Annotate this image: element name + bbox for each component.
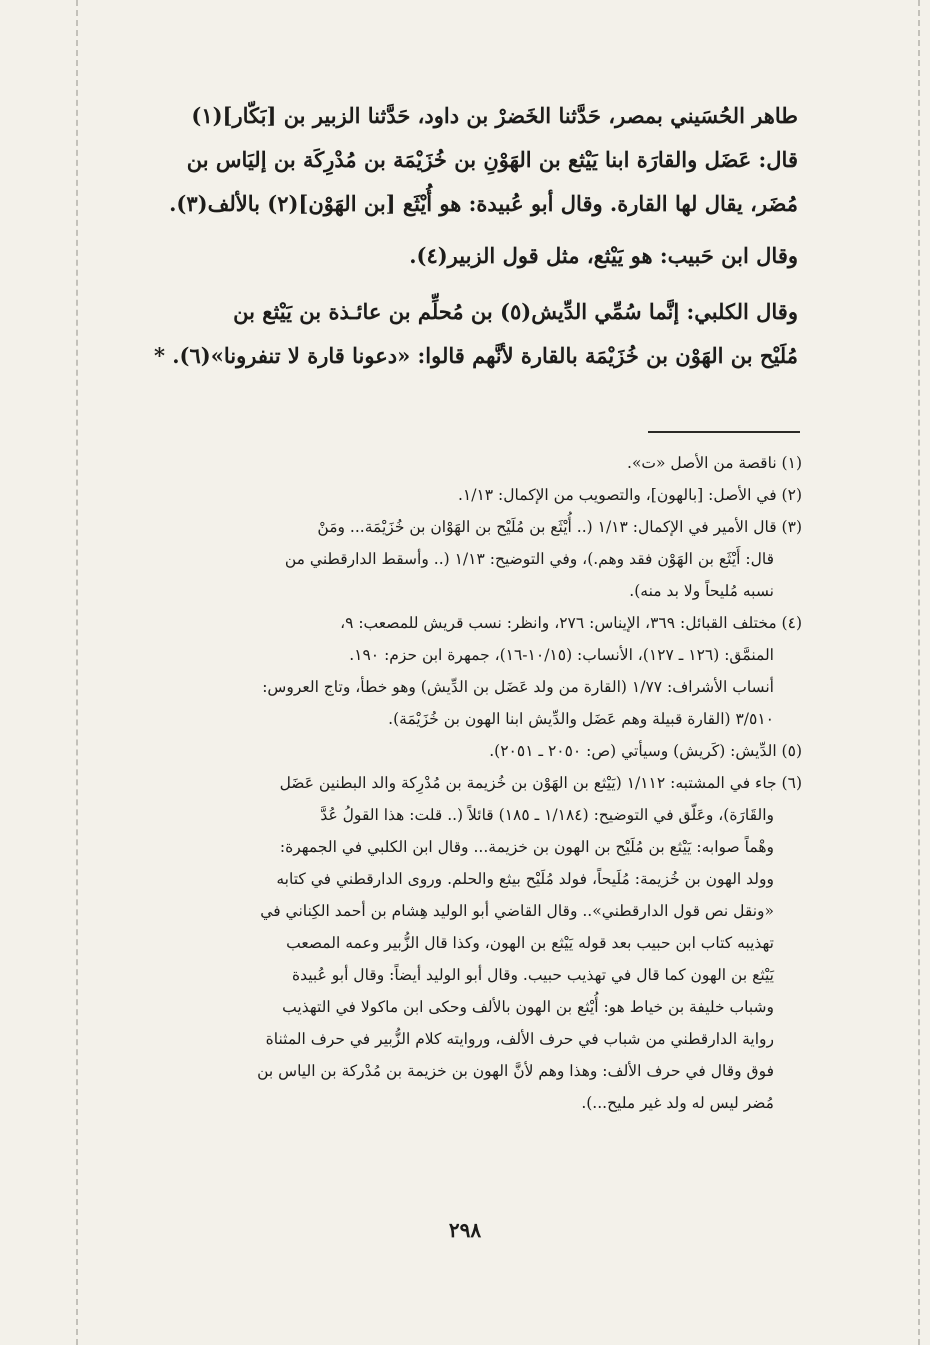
page-number: ٢٩٨ xyxy=(448,1218,482,1242)
footnote-6 xyxy=(108,767,802,1119)
footnote-line: وشباب خليفة بن خياط هو: أُيْثع بن الهون بالألف وحكى ابن ماكولا في التهذيب xyxy=(282,998,774,1016)
footnote-line: (٢) في الأصل: [بالهون]، والتصويب من الإكمال: ١/١٣. xyxy=(457,486,802,504)
text-line: مُلَيْح بن الهَوْن بن خُزَيْمَة بالقارة لأنَّهم قالوا: «دعونا قارة لا تنفرونا»(٦). * xyxy=(153,343,798,368)
text-line: مُضَر، يقال لها القارة. وقال أبو عُبيدة: هو أُيْثَع [بن الهَوْن](٢) بالألف(٣). xyxy=(169,191,798,216)
text-line: طاهر الحُسَيني بمصر، حَدَّثنا الخَضرْ بن داود، حَدَّثنا الزبير بن [بَكّار](١) xyxy=(191,103,798,128)
footnote-line: قال: أَيْثَع بن الهَوْن فقد وهم.)، وفي التوضيح: ١/١٣ (.. وأسقط الدارقطني من xyxy=(284,550,774,568)
footnote-2 xyxy=(108,479,802,511)
footnote-separator xyxy=(648,431,800,433)
footnote-1 xyxy=(108,447,802,479)
footnote-line: فوق وقال في حرف الألف: وهذا وهم لأنَّ الهون بن خزيمة بن مُدْركة بن الياس بن xyxy=(257,1062,774,1080)
footnote-line: مُضر ليس له ولد غير مليح...). xyxy=(581,1094,774,1112)
text-line: وقال الكلبي: إنَّما سُمِّي الدِّيش(٥) بن مُحلِّم بن عائـذة بن يَيْثع بن xyxy=(233,299,798,324)
footnote-line: (١) ناقصة من الأصل «ت». xyxy=(627,454,802,472)
footnote-5 xyxy=(108,735,802,767)
footnote-line: (٥) الدِّيش: (كَريش) وسيأتي (ص: ٢٠٥٠ ـ ٢٠٥١). xyxy=(489,742,802,760)
footnote-line: أنساب الأشراف: ١/٧٧ (القارة من ولد عَضَل بن الدِّيش) وهو خطأ، وتاج العروس: xyxy=(262,678,774,696)
text-line: قال: عَضَل والقارَة ابنا يَيْثع بن الهَوْنِ بن خُزَيْمَة بن مُدْرِكَة بن إليَاس بن xyxy=(186,147,798,172)
footnote-line: (٤) مختلف القبائل: ٣٦٩، الإيناس: ٢٧٦، وانظر: نسب قريش للمصعب: ٩، xyxy=(340,614,802,632)
footnote-line: رواية الدارقطني من شباب في حرف الألف، وروايته كلام الزُّبير في حرف المثناة xyxy=(265,1030,774,1048)
footnote-line: ٣/٥١٠ (القارة قبيلة وهم عَضَل والدِّيش ابنا الهون بن خُزَيْمَة). xyxy=(388,710,774,728)
text-line: وقال ابن حَبيب: هو يَيْثع، مثل قول الزبير(٤). xyxy=(409,243,798,268)
footnote-line: المنمَّق: (١٢٦ ـ ١٢٧)، الأنساب: (١٠/١٥-١٦)، جمهرة ابن حزم: ١٩٠. xyxy=(349,646,774,664)
footnote-line: والقَارَة)، وعَلّق في التوضيح: (١/١٨٤ ـ ١٨٥) قائلاً (.. قلت: هذا القولُ عُدَّ xyxy=(320,806,774,824)
footnote-line: (٣) قال الأمير في الإكمال: ١/١٣ (.. أُيْثَع بن مُلَيْح بن الهَوْان بن خُزَيْمَة... ومَنْ xyxy=(317,518,802,536)
footnote-3 xyxy=(108,511,802,607)
main-paragraph xyxy=(108,94,798,226)
footnote-line: وولد الهون بن خُزيمة: مُلَيحاً، فولد مُلَيْح بيثع والحلم. وروى الدارقطني في كتابه xyxy=(276,870,774,888)
main-paragraph xyxy=(108,290,798,378)
right-binding-edge xyxy=(918,0,920,1345)
main-text-body xyxy=(108,94,798,378)
footnote-line: تهذيبه كتاب ابن حبيب بعد قوله يَيْثع بن الهون، وكذا قال الزُّبير وعمه المصعب xyxy=(286,934,774,952)
footnote-line: وهْماً صوابه: يَيْثع بن مُلَيْح بن الهون بن خزيمة... وقال ابن الكلبي في الجمهرة: xyxy=(279,838,774,856)
footnotes-section xyxy=(108,447,802,1119)
footnote-line: يَيْثع بن الهون كما قال في تهذيب حبيب. وقال أبو الوليد أيضاً: وقال أبو عُبيدة xyxy=(291,966,774,984)
footnote-line: نسبه مُليحاً ولا بد منه). xyxy=(629,582,774,600)
left-binding-edge xyxy=(76,0,78,1345)
footnote-4 xyxy=(108,607,802,735)
footnote-line: «ونقل نص قول الدارقطني».. وقال القاضي أبو الوليد هِشام بن أحمد الكِناني في xyxy=(260,902,774,920)
main-paragraph xyxy=(108,234,798,278)
footnote-line: (٦) جاء في المشتبه: ١/١١٢ (يَيْثع بن الهَوْن بن خُزيمة بن مُدْرِكة والد البطنين عَضَل xyxy=(279,774,802,792)
